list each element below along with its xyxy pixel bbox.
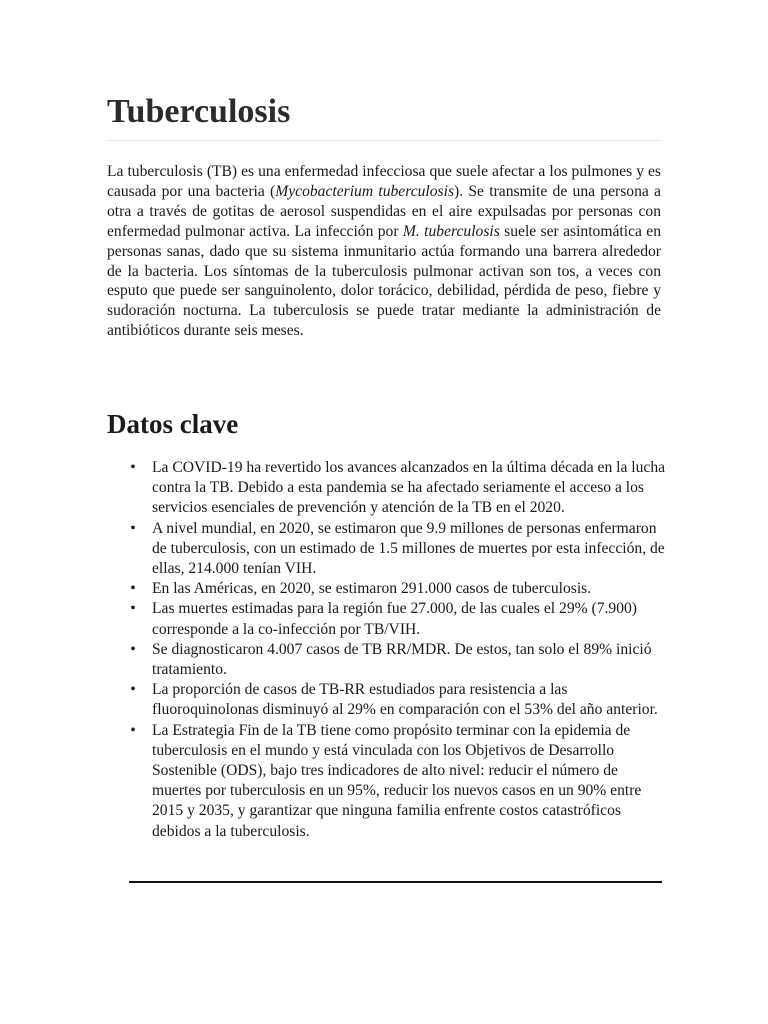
key-facts-list — [130, 458, 667, 842]
intro-species-abbrev: M. tuberculosis — [402, 222, 500, 240]
list-item-text: Se diagnosticaron 4.007 casos de TB RR/MDR. De estos, tan solo el 89% inició tratamiento. — [152, 640, 652, 679]
bullet-icon: • — [130, 459, 136, 476]
list-item-text: Las muertes estimadas para la región fue 27.000, de las cuales el 29% (7.900) corresponde a la co-infección por TB/VIH. — [152, 600, 637, 638]
title-divider — [107, 140, 661, 141]
list-item — [130, 599, 667, 639]
list-item-text: La proporción de casos de TB-RR estudiados para resistencia a las fluoroquinolonas disminuyó al 29% en comparación con el 53% del año anterior. — [152, 681, 658, 719]
intro-paragraph — [107, 162, 661, 341]
list-item — [130, 721, 667, 842]
list-item — [130, 579, 667, 599]
list-item — [130, 519, 667, 580]
bullet-icon: • — [130, 640, 136, 658]
list-item-text: A nivel mundial, en 2020, se estimaron que 9.9 millones de personas enfermaron de tuberculosis, con un estimado de 1.5 millones de muertes por esta infección, de ellas, 214.000 tenían VIH. — [152, 519, 665, 578]
list-item-text: La COVID-19 ha revertido los avances alcanzados en la última década en la lucha contra la TB. Debido a esta pandemia se ha afectado seriamente el acceso a los servicios esenciales de prevención y atención de la TB en el 2020. — [152, 459, 666, 517]
intro-species-name: Mycobacterium tuberculosis — [275, 182, 455, 200]
intro-text-part3: suele ser asintomática en personas sanas, dado que su sistema inmunitario actúa formando una barrera alrededor de la bacteria. Los síntomas de la tuberculosis pulmonar activan son tos, a veces con esputo que puede ser sanguinolento, dolor torácico, debilidad, pérdida de peso, fiebre y sudoración nocturna. La tuberculosis se puede tratar mediante la administración de antibióticos durante seis meses. — [107, 222, 661, 340]
bullet-icon: • — [130, 600, 136, 618]
list-item — [130, 458, 667, 519]
bottom-divider — [129, 881, 662, 883]
list-item — [130, 640, 667, 680]
key-facts-heading: Datos clave — [107, 409, 239, 439]
bullet-icon: • — [130, 721, 136, 739]
intro-text-part1: La tuberculosis (TB) es una enfermedad infecciosa que suele afectar a los pulmones y es causada por una bacteria ( — [107, 163, 661, 200]
bullet-icon: • — [130, 580, 136, 598]
list-item — [130, 680, 667, 720]
intro-text-part2: ). Se transmite de una persona a otra a través de gotitas de aerosol suspendidas en el aire expulsadas por personas con enfermedad pulmonar activa. La infección por — [107, 182, 661, 240]
list-item-text: La Estrategia Fin de la TB tiene como propósito terminar con la epidemia de tuberculosis en el mundo y está vinculada con los Objetivos de Desarrollo Sostenible (ODS), bajo tres indicadores de alto nivel: reducir el número de muertes por tuberculosis en un 95%, reducir los nuevos casos en un 90% entre 2015 y 2035, y garantizar que ninguna familia enfrente costos catastróficos debidos a la tuberculosis. — [152, 721, 642, 840]
list-item-text: En las Américas, en 2020, se estimaron 291.000 casos de tuberculosis. — [152, 580, 592, 598]
bullet-icon: • — [130, 681, 136, 699]
bullet-icon: • — [130, 519, 136, 537]
page-title: Tuberculosis — [107, 93, 291, 130]
